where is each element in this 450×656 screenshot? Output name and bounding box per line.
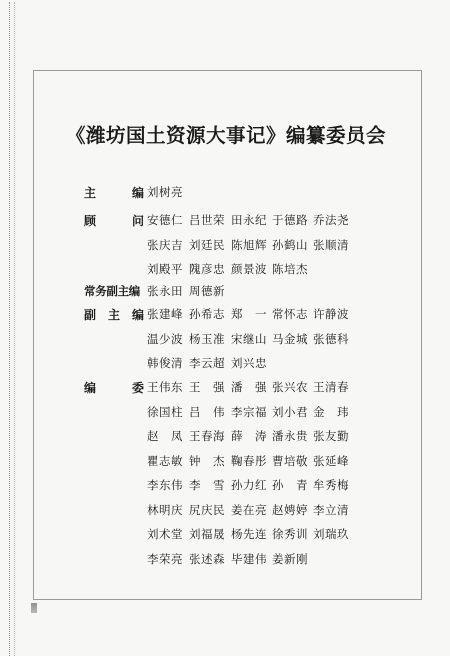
member-name: 刘廷民: [189, 237, 225, 252]
section-label-char: 常务副主编: [84, 284, 140, 298]
member-name: 赵娉婷: [272, 502, 308, 517]
member-name: 刘小君: [272, 404, 308, 419]
section-label-char: 主: [107, 308, 120, 322]
section-label: [84, 306, 144, 323]
member-name: 周德新: [189, 284, 225, 298]
member-name: 刘瑞玖: [313, 527, 349, 541]
member-name: 王清春: [313, 380, 349, 394]
member-name: 马金城: [272, 331, 308, 346]
member-name: 钟 杰: [189, 453, 225, 468]
member-name: 陈培杰: [272, 262, 308, 276]
member-name: 田永纪: [231, 213, 267, 227]
member-name: 刘兴忠: [231, 356, 267, 370]
member-name: 李宗福: [231, 404, 267, 419]
member-name: 孙鹤山: [272, 237, 308, 252]
section-label-char: 主: [84, 186, 97, 200]
member-name: 金 玮: [313, 404, 349, 419]
section-label-char: 顾: [84, 214, 97, 228]
member-name: 林明庆: [147, 502, 183, 517]
member-name: 郑 一: [231, 307, 267, 321]
section-label-char: 编: [84, 381, 97, 395]
section-label-char: 编: [131, 308, 144, 322]
member-name: 孙 青: [272, 478, 308, 492]
member-name: 张庆吉: [147, 237, 183, 252]
member-name: 李立清: [313, 502, 349, 517]
member-name: 潘 强: [231, 380, 267, 394]
member-name: 张延峰: [313, 453, 349, 468]
member-name: 鞠春彤: [231, 453, 267, 468]
member-name: 刘树亮: [147, 185, 183, 199]
member-name: 尻庆民: [189, 502, 225, 517]
binding-edge-line: [9, 2, 15, 656]
member-name: 张建峰: [147, 307, 183, 321]
member-name: 王春海: [189, 429, 225, 443]
member-name: 常怀志: [272, 307, 308, 321]
member-name: 孙力红: [231, 478, 267, 492]
member-name: 安德仁: [147, 213, 183, 227]
member-name: 毕建伟: [231, 551, 267, 566]
section-label-char: 副: [84, 308, 97, 322]
member-name: 张德科: [313, 331, 349, 346]
member-name: 张永田: [147, 284, 183, 298]
member-name: 李云超: [189, 356, 225, 370]
member-name: 王 强: [189, 380, 225, 394]
member-name: 姜新刚: [272, 551, 308, 566]
section-label: [84, 379, 144, 396]
member-name: 孙希志: [189, 307, 225, 321]
member-name: 瞿志敏: [147, 453, 183, 468]
section-label-char: 委: [131, 381, 144, 395]
member-name: 张顺清: [313, 237, 349, 252]
member-name: 于德路: [272, 213, 308, 227]
page-title: 《潍坊国土资源大事记》编纂委员会: [66, 124, 387, 147]
member-name: 赵 凤: [147, 429, 183, 443]
member-name: 李 雪: [189, 478, 225, 492]
member-name: 杨玉准: [189, 331, 225, 346]
member-name: 姜在亮: [231, 502, 267, 517]
section-label: [84, 212, 144, 229]
member-name: 曹培敬: [272, 453, 308, 468]
member-name: 徐秀训: [272, 527, 308, 541]
member-name: 隗彦忠: [189, 262, 225, 276]
member-name: 吕世荣: [189, 213, 225, 227]
member-name: 乔法尧: [313, 213, 349, 227]
member-name: 潘永贵: [272, 429, 308, 443]
member-name: 王伟东: [147, 380, 183, 394]
page-border-frame: [33, 70, 422, 600]
member-name: 韩俊清: [147, 356, 183, 370]
member-name: 吕 伟: [189, 404, 225, 419]
member-name: 张述森: [189, 551, 225, 566]
member-name: 许静波: [313, 307, 349, 321]
member-name: 刘术堂: [147, 527, 183, 541]
member-name: 陈旭辉: [231, 237, 267, 252]
member-name: 张友勤: [313, 429, 349, 443]
section-label-char: 问: [131, 214, 144, 228]
section-label-char: 编: [131, 186, 144, 200]
member-name: 刘福晟: [189, 527, 225, 541]
page-corner-mark: [31, 603, 37, 613]
member-name: 颜景波: [231, 262, 267, 276]
member-name: 李东伟: [147, 478, 183, 492]
member-name: 刘殿平: [147, 262, 183, 276]
member-name: 温少波: [147, 331, 183, 346]
member-name: 张兴农: [272, 380, 308, 394]
member-name: 牟秀梅: [313, 478, 349, 492]
member-name: 宋继山: [231, 331, 267, 346]
section-label: [84, 184, 144, 201]
member-name: 杨先连: [231, 527, 267, 541]
member-name: 徐国柱: [147, 404, 183, 419]
section-label: [84, 283, 144, 299]
member-name: 李荣亮: [147, 551, 183, 566]
member-name: 薛 涛: [231, 429, 267, 443]
